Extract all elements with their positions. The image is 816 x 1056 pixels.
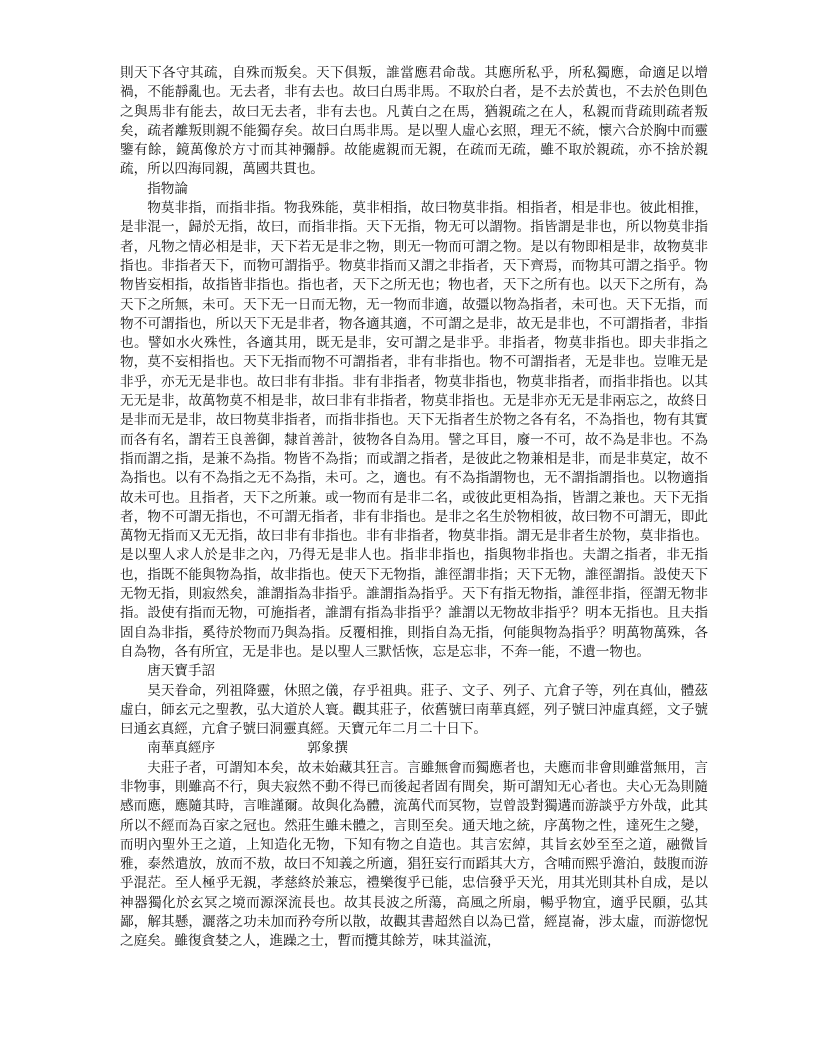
- paragraph-tianbao: 昊天眷命，列祖降靈，休照之儀，存乎祖典。莊子、文子、列子、亢倉子等，列在真仙，體茲虛白，師玄元之聖教，弘大道於人寰。觀其莊子，依舊號曰南華真經，列子號曰沖虛真經，文子號曰通玄真經，亢倉子號曰洞靈真經。天寶元年二月二十日下。: [120, 682, 708, 738]
- section-heading-tianbao: 唐天寶手詔: [147, 663, 216, 680]
- preface-title: 南華真經序: [147, 740, 216, 757]
- preface-author: 郭象撰: [307, 740, 348, 757]
- paragraph-baima-conclusion: 則天下各守其疏，自殊而叛矣。天下俱叛，誰當應君命哉。其應所私乎，所私獨應，命適足以增禍，不能靜亂也。无去者，非有去也。故曰白馬非馬。不取於白者，是不去於黃也，不去於色則色之與馬非有能去，故曰无去者，非有去也。凡黃白之在馬，猶親疏之在人，私親而背疏則疏者叛矣，疏者離叛則親不能獨存矣。故曰白馬非馬。是以聖人虛心玄照，理无不統，懷六合於胸中而靈鑒有餘，鏡萬像於方寸而其神彌靜。故能處親而无親，在疏而无疏，雖不取於親疏，亦不捨於親疏，所以四海同親，萬國共貫也。: [120, 65, 708, 178]
- section-heading-preface: [120, 739, 708, 758]
- paragraph-preface: 夫莊子者，可謂知本矣，故未始藏其狂言。言雖無會而獨應者也，夫應而非會則雖當無用，言非物事，則雖高不行，與夫寂然不動不得已而後起者固有間矣，斯可謂知无心者也。夫心无為則隨感而應，應隨其時，言唯謹爾。故與化為體，流萬代而冥物，豈曾設對獨遘而游談乎方外哉，此其所以不經而為百家之冠也。然莊生雖未體之，言則至矣。通天地之統，序萬物之性，達死生之變，而明內聖外王之道，上知造化无物，下知有物之自造也。其言宏綽，其旨玄妙至至之道，融微旨雅，泰然遣放，放而不敖，故曰不知義之所適，猖狂妄行而蹈其大方，含哺而熙乎澹泊，鼓腹而游乎混茫。至人極乎无親，孝慈終於兼忘，禮樂復乎已能，忠信發乎天光，用其光則其朴自成，是以神器獨化於玄冥之境而源深流長也。故其長波之所蕩，高風之所扇，暢乎物宜，適乎民願，弘其鄙，解其懸，灑落之功未加而矜夸所以散，故觀其書超然自以為已當，經崑崙，涉太虛，而游惚怳之庭矣。雖復貪婪之人，進躁之士，暫而攬其餘芳，味其溢流，: [120, 759, 708, 950]
- paragraph-zhiwu: 物莫非指，而指非指。物我殊能，莫非相指，故曰物莫非指。相指者，相是非也。彼此相推，是非混一，歸於无指，故曰，而指非指。天下无指，物无可以謂物。指皆謂是非也，所以物莫非指者，凡物之情必相是非，天下若无是非之物，則无一物而可謂之物。是以有物即相是非，故物莫非指也。非指者天下，而物可謂指乎。物莫非指而又謂之非指者，天下齊焉，而物其可謂之指乎。物物皆妄相指，故指皆非指也。指也者，天下之所无也；物也者，天下之所有也。以天下之所有，為天下之所無，未可。天下无一日而无物，无一物而非適，故彊以物為指者，未可也。天下无指，而物不可謂指也，所以天下无是非者，物各適其適，不可謂之是非，故无是非也，不可謂指者，非指也。譬如水火殊性，各適其用，既无是非，安可謂之是非乎。非指者，物莫非指也。即夫非指之物，莫不妄相指也。天下无指而物不可謂指者，非有非指也。物不可謂指者，无是非也。豈唯无是非乎，亦无无是非也。故曰非有非指。非有非指者，物莫非指也，物莫非指者，而指非指也。以其无无是非，故萬物莫不相是非，故曰非有非指者，物莫非指也。无是非亦无无是非兩忘之，故終日是非而无是非，故曰物莫非指者，而指非指也。天下无指者生於物之各有名，不為指也，物有其實而各有名，謂若王良善御，隸首善計，彼物各自為用。譬之耳目，廢一不可，故不為是非也。不為指而謂之指，是兼不為指。物皆不為指；而或謂之指者，是彼此之物兼相是非，而是非莫定，故不為指也。以有不為指之无不為指，未可。之，適也。有不為指謂物也，无不謂指謂指也。以物適指故未可也。且指者，天下之所兼。或一物而有是非二名，或彼此更相為指，皆謂之兼也。天下无指者，物不可謂无指也，不可謂无指者，非有非指也。是非之名生於物相彼，故曰物不可謂无，即此萬物无指而又无无指，故曰非有非指也。非有非指者，物莫非指。謂无是非者生於物，莫非指也。是以聖人求人於是非之內，乃得无是非人也。指非非指也，指與物非指也。夫謂之指者，非无指也，指既不能與物為指，故非指也。使天下无物指，誰徑謂非指；天下无物，誰徑謂指。設使天下无物无指，則寂然矣，誰謂指為非指乎。誰謂指為指乎。天下有指无物指，誰徑非指，徑謂无物非指。設使有指而无物，可施指者，誰謂有指為非指乎？誰謂以无物故非指乎？明本无指也。且夫指固自為非指，奚待於物而乃與為指。反覆相推，則指自為无指，何能與物為指乎？明萬物萬殊，各自為物，各有所宜，无是非也。是以聖人三默恬恢，忘是忘非，不奔一能，不遺一物也。: [120, 200, 708, 660]
- section-heading-zhiwu: 指物論: [147, 180, 188, 197]
